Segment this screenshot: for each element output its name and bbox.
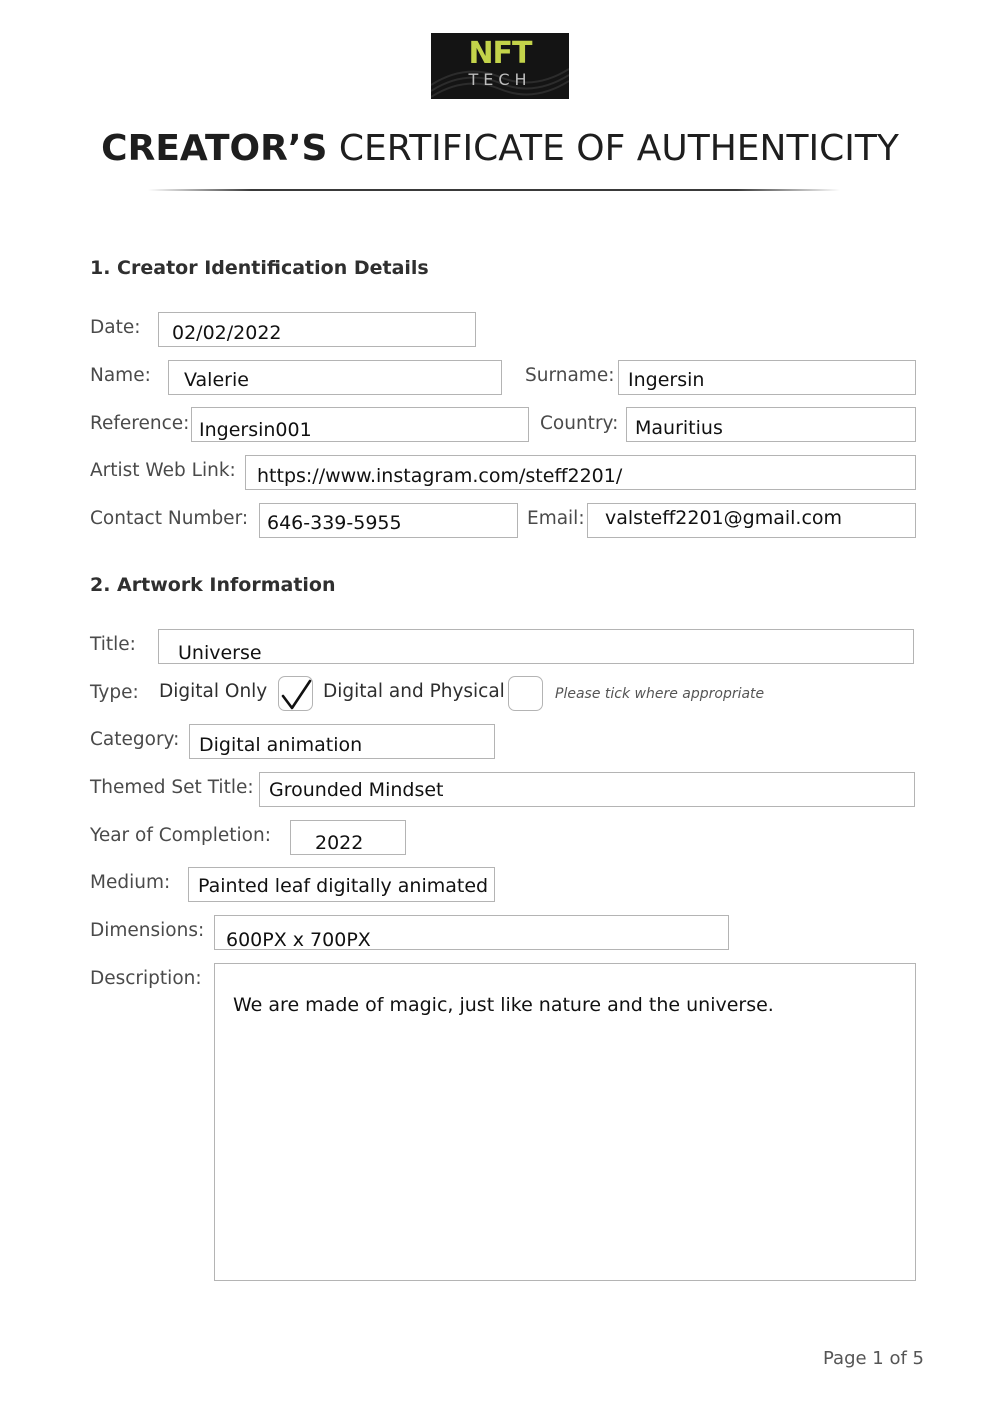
contact-value: 646-339-5955 (267, 512, 402, 534)
digital-physical-checkbox[interactable] (508, 676, 543, 711)
reference-value: Ingersin001 (199, 419, 312, 441)
page-title (0, 128, 1000, 169)
title-value: Universe (178, 642, 262, 664)
category-value: Digital animation (199, 734, 363, 756)
section-1-heading: 1. Creator Identification Details (90, 257, 429, 279)
description-field[interactable] (214, 963, 916, 1281)
category-field[interactable] (189, 724, 495, 759)
medium-value: Painted leaf digitally animated (198, 875, 489, 897)
reference-label: Reference: (90, 413, 190, 434)
contact-label: Contact Number: (90, 508, 249, 529)
medium-field[interactable] (188, 867, 495, 902)
date-label: Date: (90, 317, 141, 338)
name-field[interactable] (168, 360, 502, 395)
title-field[interactable] (158, 629, 914, 664)
page-title-regular: CERTIFICATE OF AUTHENTICITY (327, 128, 899, 169)
description-label: Description: (90, 968, 202, 989)
weblink-label: Artist Web Link: (90, 460, 236, 481)
surname-value: Ingersin (628, 369, 705, 391)
year-field[interactable] (290, 820, 406, 855)
reference-field[interactable] (191, 407, 529, 442)
themed-field[interactable] (259, 772, 915, 807)
email-field[interactable] (587, 503, 916, 538)
dimensions-field[interactable] (214, 915, 729, 950)
title-label: Title: (90, 634, 136, 655)
name-label: Name: (90, 365, 151, 386)
page-title-bold: CREATOR’S (101, 128, 328, 169)
dimensions-label: Dimensions: (90, 920, 205, 941)
themed-label: Themed Set Title: (90, 777, 254, 798)
year-value: 2022 (315, 832, 364, 854)
surname-field[interactable] (618, 360, 916, 395)
date-field[interactable] (158, 312, 476, 347)
description-value: We are made of magic, just like nature and the universe. (233, 994, 774, 1016)
tick-note: Please tick where appropriate (555, 686, 765, 702)
type-label: Type: (90, 682, 139, 703)
country-label: Country: (540, 413, 619, 434)
year-label: Year of Completion: (90, 825, 271, 846)
date-value: 02/02/2022 (172, 322, 282, 344)
medium-label: Medium: (90, 872, 171, 893)
themed-value: Grounded Mindset (269, 779, 444, 801)
weblink-field[interactable] (245, 455, 916, 490)
checkmark-icon (279, 677, 314, 712)
country-field[interactable] (626, 407, 916, 442)
digital-only-checkbox[interactable] (278, 676, 313, 711)
type-digital-physical-label: Digital and Physical (323, 681, 505, 702)
page-number: Page 1 of 5 (823, 1348, 924, 1369)
title-divider (148, 189, 840, 191)
email-label: Email: (527, 508, 585, 529)
weblink-value: https://www.instagram.com/steff2201/ (257, 465, 623, 487)
logo-text-tech: TECH (468, 70, 532, 89)
email-value: valsteff2201@gmail.com (605, 507, 843, 529)
name-value: Valerie (184, 369, 249, 391)
surname-label: Surname: (525, 365, 615, 386)
dimensions-value: 600PX x 700PX (226, 929, 371, 951)
type-digital-only-label: Digital Only (159, 681, 268, 702)
logo-text-nft: NFT (468, 36, 532, 71)
section-2-heading: 2. Artwork Information (90, 574, 336, 596)
contact-field[interactable] (259, 503, 518, 538)
nft-tech-logo (431, 33, 569, 99)
country-value: Mauritius (635, 417, 723, 439)
category-label: Category: (90, 729, 180, 750)
